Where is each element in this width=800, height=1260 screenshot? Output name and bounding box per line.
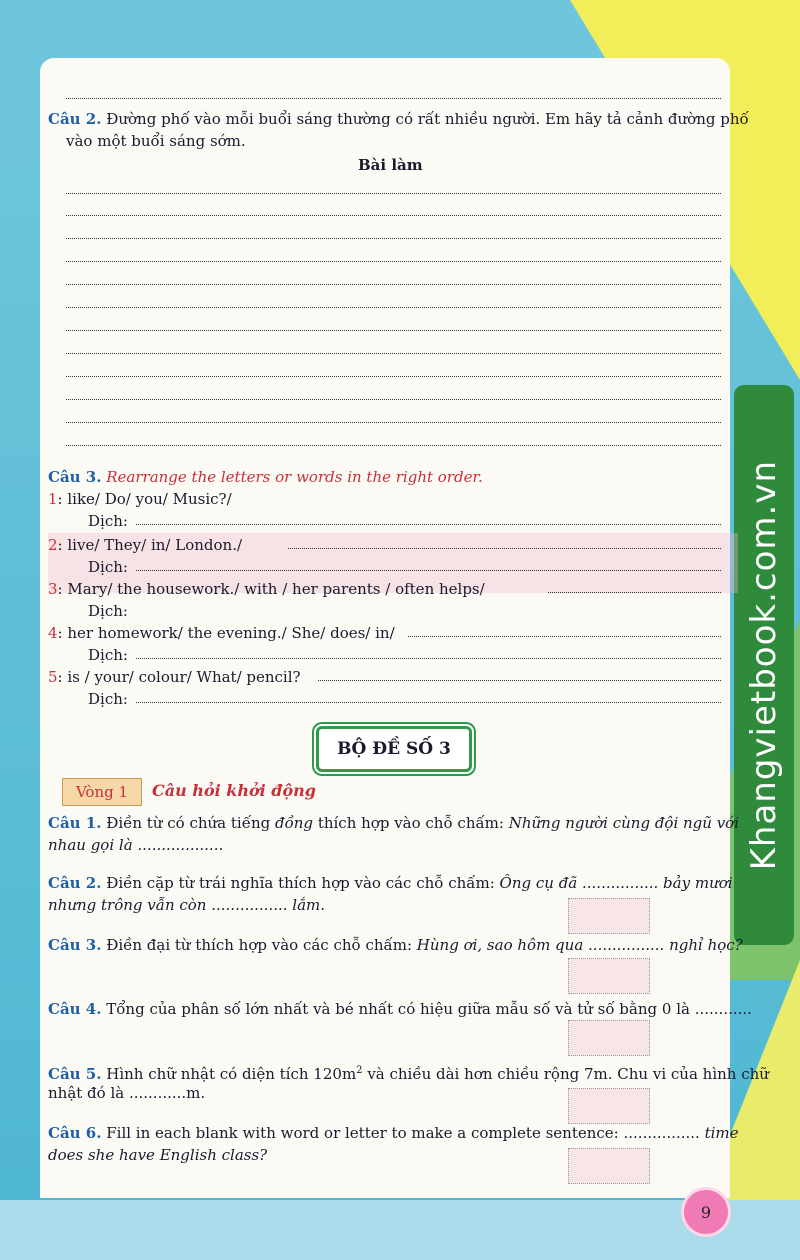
answer-line (66, 399, 721, 400)
answer-box[interactable] (568, 898, 650, 934)
answer-line (136, 658, 721, 659)
question-1-label: Câu 1. (48, 814, 102, 832)
answer-box[interactable] (568, 1088, 650, 1124)
q3-instruction: Rearrange the letters or words in the right order. (106, 468, 483, 486)
q2-label: Câu 2. (48, 110, 102, 128)
answer-line (288, 548, 721, 549)
q3-item-4 (48, 622, 395, 644)
q2-line-2: vào một buổi sáng sớm. (66, 132, 246, 150)
question-4-label: Câu 4. (48, 1000, 102, 1018)
round-tag: Vòng 1 (62, 778, 142, 806)
q3-item-text: : her homework/ the evening./ She/ does/ in/ (57, 624, 395, 642)
question-5-text: Hình chữ nhật có diện tích 120m (106, 1065, 357, 1083)
q3-item-1 (48, 488, 232, 510)
round-title: Câu hỏi khởi động (152, 781, 316, 800)
answer-box[interactable] (568, 1020, 650, 1056)
question-5-superscript: 2 (356, 1065, 363, 1076)
q3-item-4-dich: Dịch: (88, 646, 128, 664)
answer-line (66, 307, 721, 308)
question-6-line-2: does she have English class? (48, 1146, 268, 1164)
question-1-italic-2: Những người cùng đội ngũ với (508, 814, 740, 832)
decor-bottom-band (0, 1200, 800, 1260)
q2-heading: Bài làm (358, 156, 423, 174)
q3-item-5-dich: Dịch: (88, 690, 128, 708)
question-5-label: Câu 5. (48, 1065, 102, 1083)
q3-label: Câu 3. (48, 468, 102, 486)
answer-line (66, 445, 721, 446)
question-1-text-2: thích hợp vào chỗ chấm: (317, 814, 504, 832)
q3-item-number: 2 (48, 536, 58, 554)
q3-item-3-dich: Dịch: (88, 602, 128, 620)
brand-watermark (734, 385, 794, 945)
answer-line (66, 376, 721, 377)
question-1-line-1 (48, 812, 739, 834)
q3-item-text: : like/ Do/ you/ Music?/ (57, 490, 232, 508)
page-number: 9 (684, 1190, 728, 1234)
q3-item-2 (48, 534, 242, 556)
question-2-label: Câu 2. (48, 874, 102, 892)
q3-item-text: : is / your/ colour/ What/ pencil? (57, 668, 301, 686)
q3-item-1-dich: Dịch: (88, 512, 128, 530)
question-1-text: Điền từ có chứa tiếng (106, 814, 271, 832)
q3-item-number: 4 (48, 624, 58, 642)
answer-line (66, 330, 721, 331)
question-2-line-2: nhưng trông vẫn còn ................ lắm. (48, 896, 326, 914)
q2-line-1 (48, 108, 749, 130)
answer-line (66, 238, 721, 239)
question-4-text: Tổng của phân số lớn nhất và bé nhất có hiệu giữa mẫu số và tử số bằng 0 là ............ (106, 1000, 752, 1018)
answer-line (136, 570, 721, 571)
answer-line (66, 215, 721, 216)
q3-item-number: 3 (48, 580, 58, 598)
brand-watermark-text: Khangvietbook.com.vn (744, 459, 784, 871)
answer-line (136, 702, 721, 703)
question-2-text: Điền cặp từ trái nghĩa thích hợp vào các chỗ chấm: (106, 874, 495, 892)
question-3-italic: Hùng ơi, sao hôm qua ................ nghỉ học? (416, 936, 743, 954)
answer-box[interactable] (568, 1148, 650, 1184)
q3-item-3 (48, 578, 485, 600)
q2-text-1: Đường phố vào mỗi buổi sáng thường có rất nhiều người. Em hãy tả cảnh đường phố (106, 110, 749, 128)
answer-line (136, 524, 721, 525)
answer-line (66, 284, 721, 285)
answer-line (66, 261, 721, 262)
q3-item-number: 5 (48, 668, 58, 686)
question-2-italic: Ông cụ đã ................ bảy mươi (499, 874, 733, 892)
q3-item-text: : live/ They/ in/ London./ (57, 536, 243, 554)
question-1-line-2: nhau gọi là .................. (48, 836, 224, 854)
q3-item-5 (48, 666, 301, 688)
answer-line (318, 680, 721, 681)
q3-header (48, 466, 483, 488)
answer-line (66, 422, 721, 423)
question-1-italic: đồng (274, 814, 314, 832)
q3-item-text: : Mary/ the housework./ with / her parents / often helps/ (57, 580, 485, 598)
q3-item-number: 1 (48, 490, 58, 508)
q3-item-2-dich: Dịch: (88, 558, 128, 576)
question-6-italic: time (704, 1124, 739, 1142)
answer-line (66, 353, 721, 354)
answer-line (548, 592, 721, 593)
answer-line (408, 636, 721, 637)
question-3-label: Câu 3. (48, 936, 102, 954)
answer-line (66, 193, 721, 194)
question-4-line-1 (48, 998, 752, 1020)
question-2-line-1 (48, 872, 733, 894)
answer-box[interactable] (568, 958, 650, 994)
dotted-line (66, 98, 721, 99)
question-6-line-1 (48, 1122, 739, 1144)
question-6-label: Câu 6. (48, 1124, 102, 1142)
question-3-line-1 (48, 934, 743, 956)
section-title: BỘ ĐỀ SỐ 3 (316, 726, 472, 772)
question-5-text-2: và chiều dài hơn chiều rộng 7m. Chu vi của hình chữ (362, 1065, 769, 1083)
question-3-text: Điền đại từ thích hợp vào các chỗ chấm: (106, 936, 413, 954)
question-5-line-2: nhật đó là ............m. (48, 1084, 206, 1102)
question-6-text: Fill in each blank with word or letter to make a complete sentence: ................ (106, 1124, 700, 1142)
